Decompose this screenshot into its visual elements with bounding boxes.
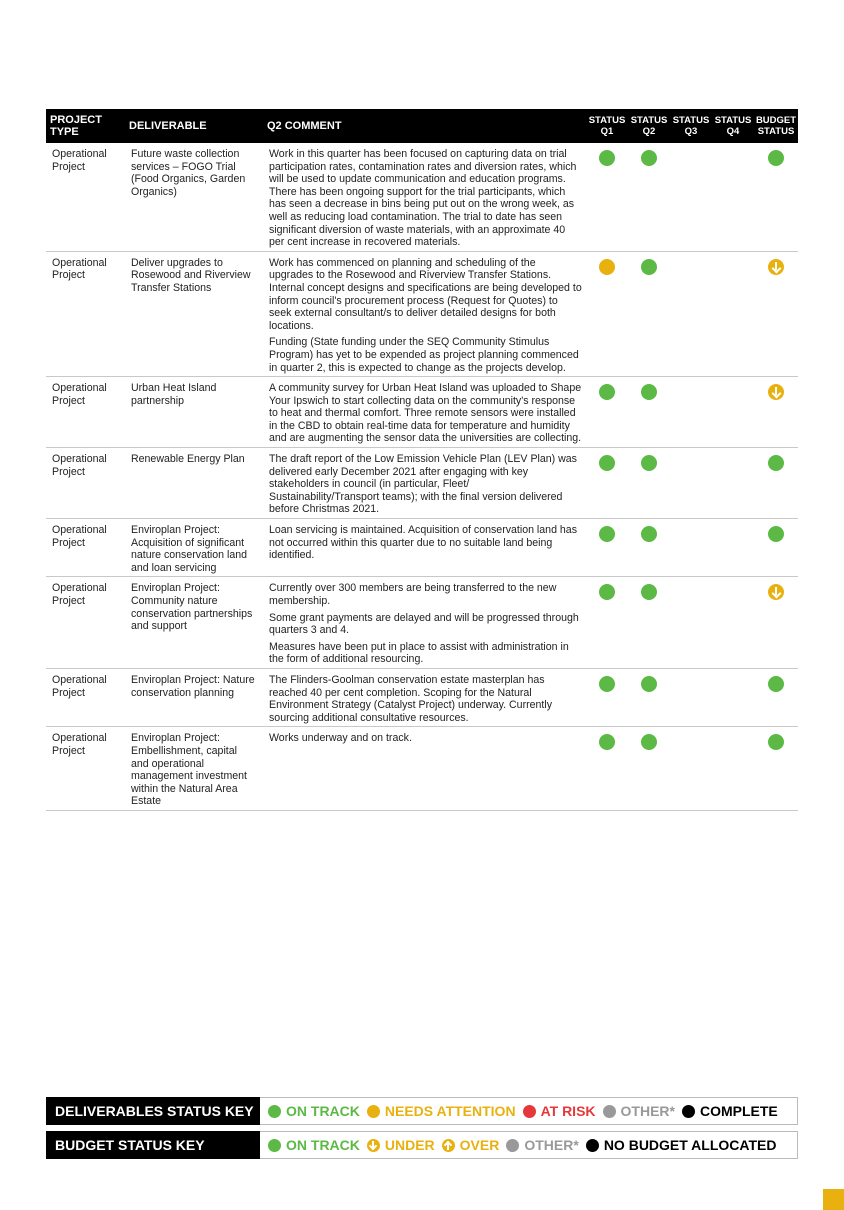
table-row xyxy=(46,377,798,448)
comment-paragraph: The Flinders-Goolman conservation estate masterplan has reached 40 per cent completion. Scoping for the Natural Environment Strategy (Catalyst Project) underway. Currently sourcing additional consultative resources. xyxy=(269,673,552,724)
status-dot-icon xyxy=(523,1105,536,1118)
status-budget-on-track-icon xyxy=(768,734,784,750)
status-budget-on-track-icon xyxy=(768,526,784,542)
project-type-cell: Operational Project xyxy=(46,251,125,376)
deliverables-key-label: ON TRACK xyxy=(286,1103,360,1119)
table-row xyxy=(46,143,798,251)
status-budget-under-icon xyxy=(768,259,784,275)
comment-paragraph: Measures have been put in place to assist with administration in the form of additional resourcing. xyxy=(269,640,569,666)
deliverables-key-items xyxy=(260,1097,798,1125)
status-dot-icon xyxy=(682,1105,695,1118)
status-budget-cell xyxy=(754,251,798,376)
deliverables-table xyxy=(46,109,798,811)
table-row xyxy=(46,448,798,519)
status-q2-cell xyxy=(628,668,670,726)
status-budget-on-track-icon xyxy=(768,455,784,471)
status-dot-icon xyxy=(268,1105,281,1118)
deliverable-cell: Enviroplan Project: Embellishment, capital and operational management investment within the Natural Area Estate xyxy=(125,727,263,811)
header-budget-status: BUDGET STATUS xyxy=(754,109,798,143)
deliverables-key-item xyxy=(682,1103,778,1119)
header-status-q4: STATUS Q4 xyxy=(712,109,754,143)
status-dot-icon xyxy=(268,1139,281,1152)
status-q3-cell xyxy=(670,727,712,811)
budget-key-items xyxy=(260,1131,798,1159)
status-q2-on-track-icon xyxy=(641,384,657,400)
comment-cell xyxy=(263,577,586,669)
status-q1-cell xyxy=(586,377,628,448)
status-q4-cell xyxy=(712,727,754,811)
table-row xyxy=(46,668,798,726)
budget-key-label: UNDER xyxy=(384,1137,435,1153)
arrow-up-icon xyxy=(442,1139,455,1152)
status-q3-cell xyxy=(670,377,712,448)
budget-key-label: ON TRACK xyxy=(286,1137,360,1153)
status-q4-cell xyxy=(712,448,754,519)
budget-key-label: OTHER* xyxy=(524,1137,579,1153)
header-status-q3: STATUS Q3 xyxy=(670,109,712,143)
status-dot-icon xyxy=(506,1139,519,1152)
status-q1-on-track-icon xyxy=(599,384,615,400)
comment-paragraph: Work in this quarter has been focused on capturing data on trial participation rates, contamination rates and diversion rates, which will be used to update communication and education programs. There has been ongoing support for the trial participants, which has seen a decrease in bins being put out on the wrong week, as well as reducing load contamination. The trial to date has seen significant diversion of waste materials, with an approximate 40 per cent increase in recovered materials. xyxy=(269,148,577,249)
status-q1-cell xyxy=(586,448,628,519)
status-q1-cell xyxy=(586,577,628,669)
status-budget-on-track-icon xyxy=(768,150,784,166)
deliverable-cell: Enviroplan Project: Nature conservation planning xyxy=(125,668,263,726)
project-type-cell: Operational Project xyxy=(46,377,125,448)
status-q2-on-track-icon xyxy=(641,259,657,275)
project-type-cell: Operational Project xyxy=(46,577,125,669)
comment-cell xyxy=(263,448,586,519)
budget-key-item xyxy=(586,1137,777,1153)
status-q2-cell xyxy=(628,577,670,669)
comment-paragraph: Funding (State funding under the SEQ Community Stimulus Program) has yet to be expended as project planning commenced in quarter 2, this is expected to change as the projects develop. xyxy=(269,336,579,374)
status-q1-cell xyxy=(586,727,628,811)
project-type-cell: Operational Project xyxy=(46,727,125,811)
deliverables-status-key xyxy=(46,1097,798,1125)
deliverable-cell: Urban Heat Island partnership xyxy=(125,377,263,448)
status-budget-cell xyxy=(754,143,798,251)
deliverables-key-label: COMPLETE xyxy=(699,1103,778,1119)
status-q1-on-track-icon xyxy=(599,150,615,166)
status-q2-cell xyxy=(628,519,670,577)
status-q1-needs-attention-icon xyxy=(599,259,615,275)
status-q1-cell xyxy=(586,519,628,577)
status-q3-cell xyxy=(670,448,712,519)
status-budget-under-icon xyxy=(768,584,784,600)
deliverable-cell: Future waste collection services – FOGO Trial (Food Organics, Garden Organics) xyxy=(125,143,263,251)
status-q2-cell xyxy=(628,251,670,376)
header-project-type: PROJECT TYPE xyxy=(46,109,125,143)
status-q2-cell xyxy=(628,143,670,251)
status-q4-cell xyxy=(712,577,754,669)
deliverables-key-item xyxy=(268,1103,360,1119)
status-q1-on-track-icon xyxy=(599,455,615,471)
status-q2-on-track-icon xyxy=(641,526,657,542)
budget-key-item xyxy=(367,1137,435,1153)
comment-paragraph: The draft report of the Low Emission Vehicle Plan (LEV Plan) was delivered early December 2021 after engaging with key stakeholders in council (in particular, Fleet/ Sustainability/Transport teams); with the final version delivered before Christmas 2021. xyxy=(269,453,577,516)
status-budget-cell xyxy=(754,727,798,811)
status-q2-cell xyxy=(628,727,670,811)
comment-paragraph: Loan servicing is maintained. Acquisition of conservation land has not occurred within this quarter due to no suitable land being identified. xyxy=(269,524,577,562)
budget-key-label: BUDGET STATUS KEY xyxy=(46,1131,260,1159)
status-budget-cell xyxy=(754,448,798,519)
header-status-q1: STATUS Q1 xyxy=(586,109,628,143)
header-deliverable: DELIVERABLE xyxy=(125,109,263,143)
deliverables-key-label: OTHER* xyxy=(620,1103,675,1119)
deliverable-cell: Enviroplan Project: Community nature conservation partnerships and support xyxy=(125,577,263,669)
comment-paragraph: Some grant payments are delayed and will be progressed through quarters 3 and 4. xyxy=(269,611,579,637)
status-q3-cell xyxy=(670,577,712,669)
project-type-cell: Operational Project xyxy=(46,668,125,726)
status-q3-cell xyxy=(670,143,712,251)
status-budget-on-track-icon xyxy=(768,676,784,692)
table-row xyxy=(46,519,798,577)
status-budget-cell xyxy=(754,668,798,726)
status-budget-cell xyxy=(754,377,798,448)
status-q3-cell xyxy=(670,519,712,577)
status-q4-cell xyxy=(712,251,754,376)
table-row xyxy=(46,251,798,376)
table-row xyxy=(46,727,798,811)
status-q1-on-track-icon xyxy=(599,584,615,600)
table-header-row xyxy=(46,109,798,143)
comment-paragraph: Work has commenced on planning and scheduling of the upgrades to the Rosewood and Riverview Transfer Stations. Internal concept designs and specifications are being developed to inform council's procurement process (Request for Quotes) to seek external consultant/s to deliver detailed designs for both locations. xyxy=(269,256,582,332)
budget-key-item xyxy=(506,1137,578,1153)
budget-key-item xyxy=(268,1137,360,1153)
deliverables-key-label: AT RISK xyxy=(540,1103,596,1119)
status-q2-on-track-icon xyxy=(641,584,657,600)
deliverable-cell: Deliver upgrades to Rosewood and Riverview Transfer Stations xyxy=(125,251,263,376)
status-q2-cell xyxy=(628,448,670,519)
deliverables-key-item xyxy=(367,1103,516,1119)
status-q1-cell xyxy=(586,143,628,251)
status-q1-cell xyxy=(586,251,628,376)
deliverables-key-label: DELIVERABLES STATUS KEY xyxy=(46,1097,260,1125)
status-q4-cell xyxy=(712,143,754,251)
status-q4-cell xyxy=(712,519,754,577)
status-q1-cell xyxy=(586,668,628,726)
status-budget-cell xyxy=(754,519,798,577)
project-type-cell: Operational Project xyxy=(46,143,125,251)
deliverables-key-item xyxy=(523,1103,596,1119)
comment-cell xyxy=(263,519,586,577)
comment-paragraph: Works underway and on track. xyxy=(269,732,412,745)
table-row xyxy=(46,577,798,669)
status-q1-on-track-icon xyxy=(599,676,615,692)
status-dot-icon xyxy=(603,1105,616,1118)
project-type-cell: Operational Project xyxy=(46,519,125,577)
deliverable-cell: Renewable Energy Plan xyxy=(125,448,263,519)
status-q2-on-track-icon xyxy=(641,676,657,692)
page-corner-tab xyxy=(823,1189,844,1210)
header-comment: Q2 COMMENT xyxy=(263,109,586,143)
status-q1-on-track-icon xyxy=(599,734,615,750)
status-q2-cell xyxy=(628,377,670,448)
status-q2-on-track-icon xyxy=(641,150,657,166)
comment-paragraph: Currently over 300 members are being transferred to the new membership. xyxy=(269,582,557,607)
status-q4-cell xyxy=(712,668,754,726)
status-budget-cell xyxy=(754,577,798,669)
comment-cell xyxy=(263,727,586,811)
status-q2-on-track-icon xyxy=(641,455,657,471)
budget-key-label: OVER xyxy=(459,1137,500,1153)
status-q3-cell xyxy=(670,251,712,376)
status-q3-cell xyxy=(670,668,712,726)
deliverables-key-label: NEEDS ATTENTION xyxy=(384,1103,516,1119)
status-budget-under-icon xyxy=(768,384,784,400)
comment-cell xyxy=(263,668,586,726)
comment-paragraph: A community survey for Urban Heat Island was uploaded to Shape Your Ipswich to start collecting data on the community's response to heat and thermal comfort. Three remote sensors were installed in the CBD to obtain real-time data for temperature and humidity and are augmenting the sensor data the universities are collecting. xyxy=(269,382,582,445)
status-q1-on-track-icon xyxy=(599,526,615,542)
deliverables-key-item xyxy=(603,1103,675,1119)
status-dot-icon xyxy=(367,1105,380,1118)
status-q4-cell xyxy=(712,377,754,448)
comment-cell xyxy=(263,143,586,251)
status-q2-on-track-icon xyxy=(641,734,657,750)
status-dot-icon xyxy=(586,1139,599,1152)
budget-key-item xyxy=(442,1137,500,1153)
budget-status-key xyxy=(46,1131,798,1159)
header-status-q2: STATUS Q2 xyxy=(628,109,670,143)
budget-key-label: NO BUDGET ALLOCATED xyxy=(603,1137,777,1153)
project-type-cell: Operational Project xyxy=(46,448,125,519)
comment-cell xyxy=(263,251,586,376)
comment-cell xyxy=(263,377,586,448)
arrow-down-icon xyxy=(367,1139,380,1152)
deliverable-cell: Enviroplan Project: Acquisition of significant nature conservation land and loan servicing xyxy=(125,519,263,577)
